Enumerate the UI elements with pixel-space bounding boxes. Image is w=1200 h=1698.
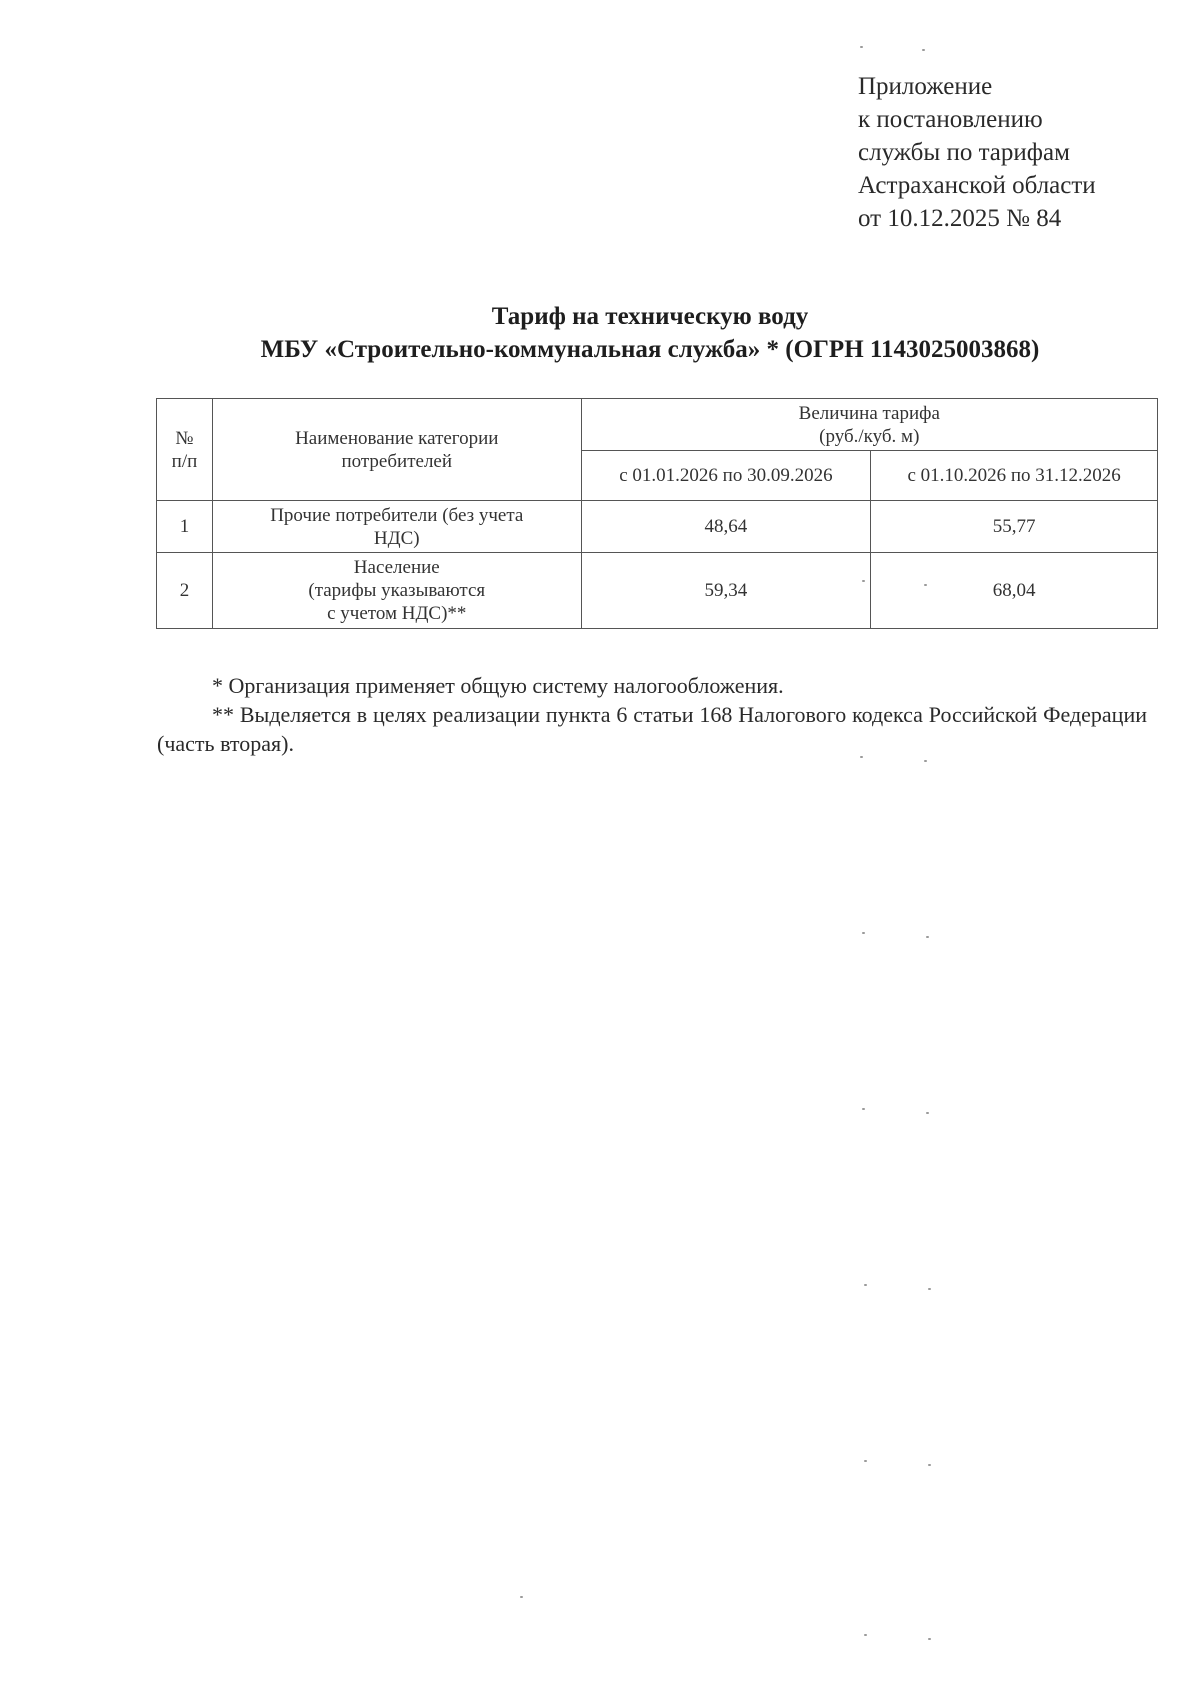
scan-speck [864,1284,867,1286]
header-tariff: Величина тарифа (руб./куб. м) [581,399,1157,451]
scan-speck [860,756,863,758]
scan-speck [924,760,927,762]
scan-speck [520,1596,523,1598]
appendix-line: к постановлению [858,106,1043,133]
title-line-1: Тариф на техническую воду [491,303,809,330]
appendix-date-line: от 10.12.2025 № 84 [858,205,1062,232]
footnotes [157,671,1147,758]
footnote-vat: ** Выделяется в целях реализации пункта 6 статьи 168 Налогового кодекса Российской Федерации (часть вторая). [157,702,1147,756]
scan-speck [928,1288,931,1290]
scan-speck [926,936,929,938]
scan-speck [928,1638,931,1640]
row-value-period-1: 48,64 [581,501,871,553]
tariff-table [156,398,1158,629]
footnote-tax-system: * Организация применяет общую систему налогообложения. [212,673,784,698]
row-number: 2 [157,553,213,629]
appendix-line: Приложение [858,73,993,100]
row-value-period-2: 68,04 [871,553,1158,629]
appendix-line: службы по тарифам [858,139,1070,166]
scan-speck [924,584,927,586]
scan-speck [926,1112,929,1114]
title-line-2: МБУ «Строительно-коммунальная служба» * (ОГРН 1143025003868) [260,336,1040,363]
scan-speck [922,49,925,51]
row-category: Население (тарифы указываются с учетом НДС)** [212,553,581,629]
scan-speck [860,46,863,48]
header-period-2: с 01.10.2026 по 31.12.2026 [871,451,1158,501]
scan-speck [864,1460,867,1462]
appendix-block [858,70,1096,235]
table-row [157,553,1158,629]
scan-speck [862,932,865,934]
appendix-line: Астраханской области [858,172,1096,199]
scan-speck [864,1634,867,1636]
table-row [157,501,1158,553]
table-header-row [157,399,1158,451]
document-title [150,300,1150,366]
scan-speck [862,580,865,582]
scan-speck [928,1464,931,1466]
scan-speck [862,1108,865,1110]
header-category: Наименование категории потребителей [212,399,581,501]
header-period-1: с 01.01.2026 по 30.09.2026 [581,451,871,501]
row-value-period-1: 59,34 [581,553,871,629]
header-number: № п/п [157,399,213,501]
row-category: Прочие потребители (без учета НДС) [212,501,581,553]
row-number: 1 [157,501,213,553]
row-value-period-2: 55,77 [871,501,1158,553]
